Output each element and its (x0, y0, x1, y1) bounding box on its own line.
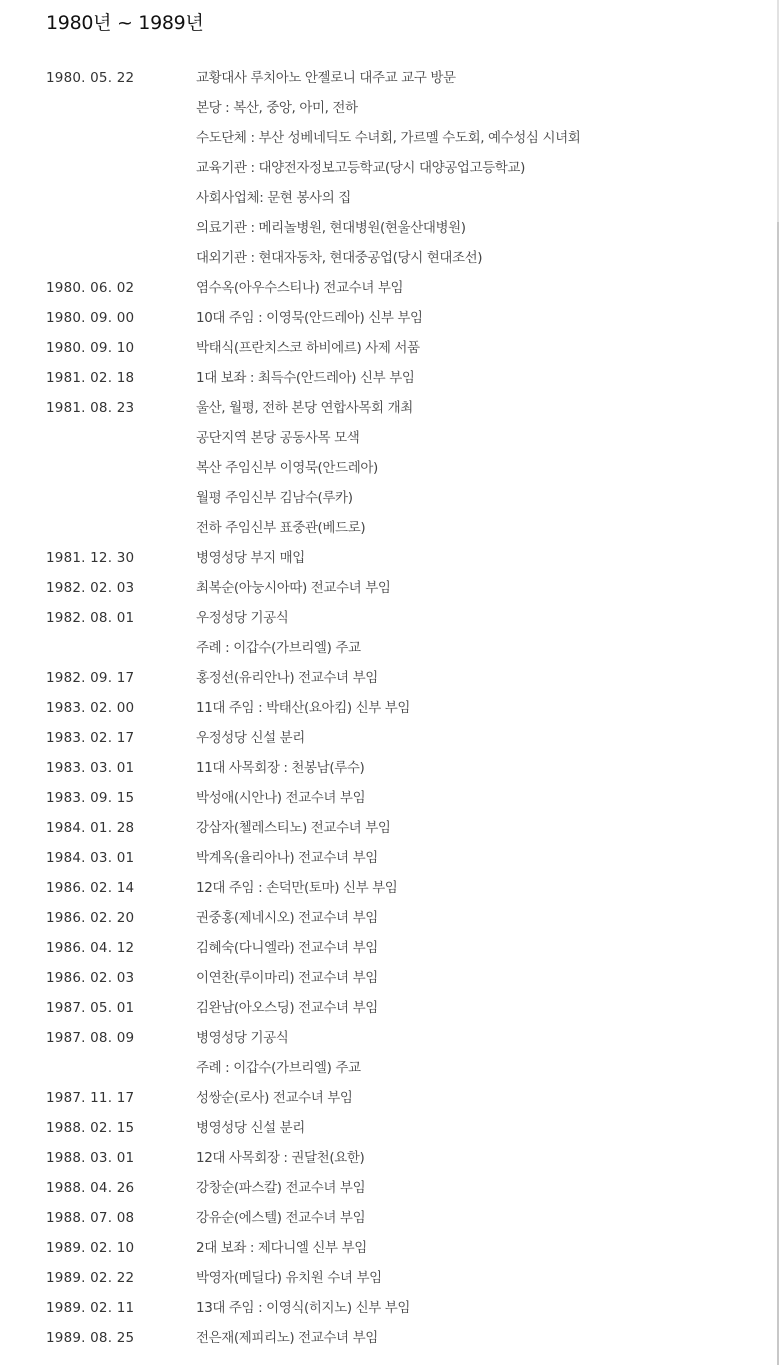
timeline-description: 최복순(아눙시아따) 전교수녀 부임 (196, 580, 391, 596)
timeline-description: 병영성당 신설 분리 (196, 1120, 305, 1136)
timeline-row (0, 1203, 760, 1233)
timeline-row (0, 513, 760, 543)
timeline-date: 1987. 08. 09 (46, 1030, 135, 1046)
timeline-row (0, 1143, 760, 1173)
timeline-row (0, 753, 760, 783)
timeline-row (0, 903, 760, 933)
timeline-row (0, 393, 760, 423)
timeline-description: 강삼자(첼레스티노) 전교수녀 부임 (196, 820, 391, 836)
timeline-row (0, 933, 760, 963)
timeline-date: 1986. 02. 03 (46, 970, 135, 986)
timeline-description: 12대 사목회장 : 권달천(요한) (196, 1150, 365, 1166)
timeline-description: 12대 주임 : 손덕만(토마) 신부 부임 (196, 880, 398, 896)
timeline-date: 1988. 04. 26 (46, 1180, 135, 1196)
timeline-row (0, 1293, 760, 1323)
timeline-description: 교육기관 : 대양전자정보고등학교(당시 대양공업고등학교) (196, 160, 525, 176)
timeline-row (0, 783, 760, 813)
timeline-date: 1981. 02. 18 (46, 370, 135, 386)
timeline-row (0, 453, 760, 483)
timeline-date: 1983. 02. 17 (46, 730, 135, 746)
timeline-description: 박계옥(율리아나) 전교수녀 부임 (196, 850, 378, 866)
timeline-description: 병영성당 부지 매입 (196, 550, 305, 566)
timeline-list (0, 63, 760, 1353)
timeline-description: 교황대사 루치아노 안젤로니 대주교 교구 방문 (196, 70, 456, 86)
timeline-description: 공단지역 본당 공동사목 모색 (196, 430, 360, 446)
timeline-row (0, 183, 760, 213)
timeline-date: 1988. 03. 01 (46, 1150, 135, 1166)
timeline-description: 강유순(에스텔) 전교수녀 부임 (196, 1210, 366, 1226)
timeline-description: 성쌍순(로사) 전교수녀 부임 (196, 1090, 353, 1106)
timeline-row (0, 993, 760, 1023)
timeline-row (0, 1053, 760, 1083)
timeline-row (0, 813, 760, 843)
timeline-description: 2대 보좌 : 제다니엘 신부 부임 (196, 1240, 367, 1256)
timeline-row (0, 273, 760, 303)
timeline-date: 1983. 02. 00 (46, 700, 135, 716)
timeline-date: 1982. 08. 01 (46, 610, 135, 626)
timeline-row (0, 93, 760, 123)
timeline-row (0, 153, 760, 183)
timeline-description: 10대 주임 : 이영묵(안드레아) 신부 부임 (196, 310, 423, 326)
timeline-description: 본당 : 복산, 중앙, 아미, 전하 (196, 100, 358, 116)
timeline-description: 11대 주임 : 박태산(요아킴) 신부 부임 (196, 700, 411, 716)
timeline-row (0, 363, 760, 393)
timeline-description: 전은재(제피리노) 전교수녀 부임 (196, 1330, 378, 1346)
timeline-row (0, 1323, 760, 1353)
timeline-row (0, 873, 760, 903)
timeline-row (0, 633, 760, 663)
timeline-date: 1987. 11. 17 (46, 1090, 135, 1106)
timeline-description: 복산 주임신부 이영묵(안드레아) (196, 460, 378, 476)
timeline-date: 1980. 06. 02 (46, 280, 135, 296)
timeline-date: 1986. 02. 14 (46, 880, 135, 896)
timeline-row (0, 543, 760, 573)
timeline-row (0, 603, 760, 633)
timeline-description: 13대 주임 : 이영식(히지노) 신부 부임 (196, 1300, 411, 1316)
timeline-description: 전하 주임신부 표중관(베드로) (196, 520, 366, 536)
timeline-row (0, 63, 760, 93)
timeline-row (0, 963, 760, 993)
timeline-description: 강창순(파스칼) 전교수녀 부임 (196, 1180, 366, 1196)
timeline-row (0, 1083, 760, 1113)
timeline-row (0, 213, 760, 243)
timeline-description: 홍정선(유리안나) 전교수녀 부임 (196, 670, 378, 686)
timeline-date: 1988. 07. 08 (46, 1210, 135, 1226)
timeline-description: 김혜숙(다니엘라) 전교수녀 부임 (196, 940, 378, 956)
timeline-description: 주례 : 이갑수(가브리엘) 주교 (196, 640, 361, 656)
timeline-date: 1984. 03. 01 (46, 850, 135, 866)
timeline-description: 의료기관 : 메리놀병원, 현대병원(현울산대병원) (196, 220, 466, 236)
timeline-description: 이연찬(루이마리) 전교수녀 부임 (196, 970, 378, 986)
timeline-row (0, 1263, 760, 1293)
timeline-row (0, 423, 760, 453)
timeline-row (0, 243, 760, 273)
timeline-description: 염수옥(아우수스티나) 전교수녀 부임 (196, 280, 404, 296)
timeline-description: 김완남(아오스딩) 전교수녀 부임 (196, 1000, 378, 1016)
timeline-row (0, 693, 760, 723)
timeline-date: 1988. 02. 15 (46, 1120, 135, 1136)
timeline-row (0, 663, 760, 693)
timeline-description: 울산, 월평, 전하 본당 연합사목회 개최 (196, 400, 413, 416)
timeline-date: 1989. 08. 25 (46, 1330, 135, 1346)
timeline-row (0, 1233, 760, 1263)
timeline-date: 1989. 02. 11 (46, 1300, 135, 1316)
timeline-date: 1982. 02. 03 (46, 580, 135, 596)
timeline-date: 1984. 01. 28 (46, 820, 135, 836)
timeline-row (0, 1113, 760, 1143)
timeline-row (0, 1173, 760, 1203)
timeline-description: 월평 주임신부 김남수(루카) (196, 490, 353, 506)
timeline-description: 병영성당 기공식 (196, 1030, 289, 1046)
timeline-description: 박성애(시안나) 전교수녀 부임 (196, 790, 366, 806)
timeline-row (0, 723, 760, 753)
timeline-date: 1987. 05. 01 (46, 1000, 135, 1016)
timeline-row (0, 483, 760, 513)
timeline-description: 권중홍(제네시오) 전교수녀 부임 (196, 910, 378, 926)
timeline-date: 1980. 09. 10 (46, 340, 135, 356)
page-title: 1980년 ~ 1989년 (46, 12, 204, 34)
timeline-date: 1981. 08. 23 (46, 400, 135, 416)
timeline-description: 대외기관 : 현대자동차, 현대중공업(당시 현대조선) (196, 250, 483, 266)
timeline-date: 1980. 05. 22 (46, 70, 135, 86)
timeline-description: 주례 : 이갑수(가브리엘) 주교 (196, 1060, 361, 1076)
timeline-description: 박태식(프란치스코 하비에르) 사제 서품 (196, 340, 420, 356)
timeline-date: 1986. 02. 20 (46, 910, 135, 926)
timeline-description: 1대 보좌 : 최득수(안드레아) 신부 부임 (196, 370, 415, 386)
timeline-row (0, 573, 760, 603)
timeline-description: 우정성당 신설 분리 (196, 730, 305, 746)
timeline-row (0, 843, 760, 873)
timeline-row (0, 1023, 760, 1053)
timeline-date: 1980. 09. 00 (46, 310, 135, 326)
timeline-row (0, 333, 760, 363)
timeline-row (0, 303, 760, 333)
timeline-date: 1986. 04. 12 (46, 940, 135, 956)
timeline-date: 1981. 12. 30 (46, 550, 135, 566)
timeline-row (0, 123, 760, 153)
timeline-date: 1983. 03. 01 (46, 760, 135, 776)
timeline-description: 박영자(메딜다) 유치원 수녀 부임 (196, 1270, 382, 1286)
timeline-description: 사회사업체: 문현 봉사의 집 (196, 190, 351, 206)
timeline-description: 우정성당 기공식 (196, 610, 289, 626)
timeline-date: 1982. 09. 17 (46, 670, 135, 686)
timeline-description: 수도단체 : 부산 성베네딕도 수녀회, 가르멜 수도회, 예수성심 시녀회 (196, 130, 581, 146)
timeline-date: 1983. 09. 15 (46, 790, 135, 806)
timeline-date: 1989. 02. 22 (46, 1270, 135, 1286)
timeline-description: 11대 사목회장 : 천봉남(루수) (196, 760, 365, 776)
timeline-date: 1989. 02. 10 (46, 1240, 135, 1256)
